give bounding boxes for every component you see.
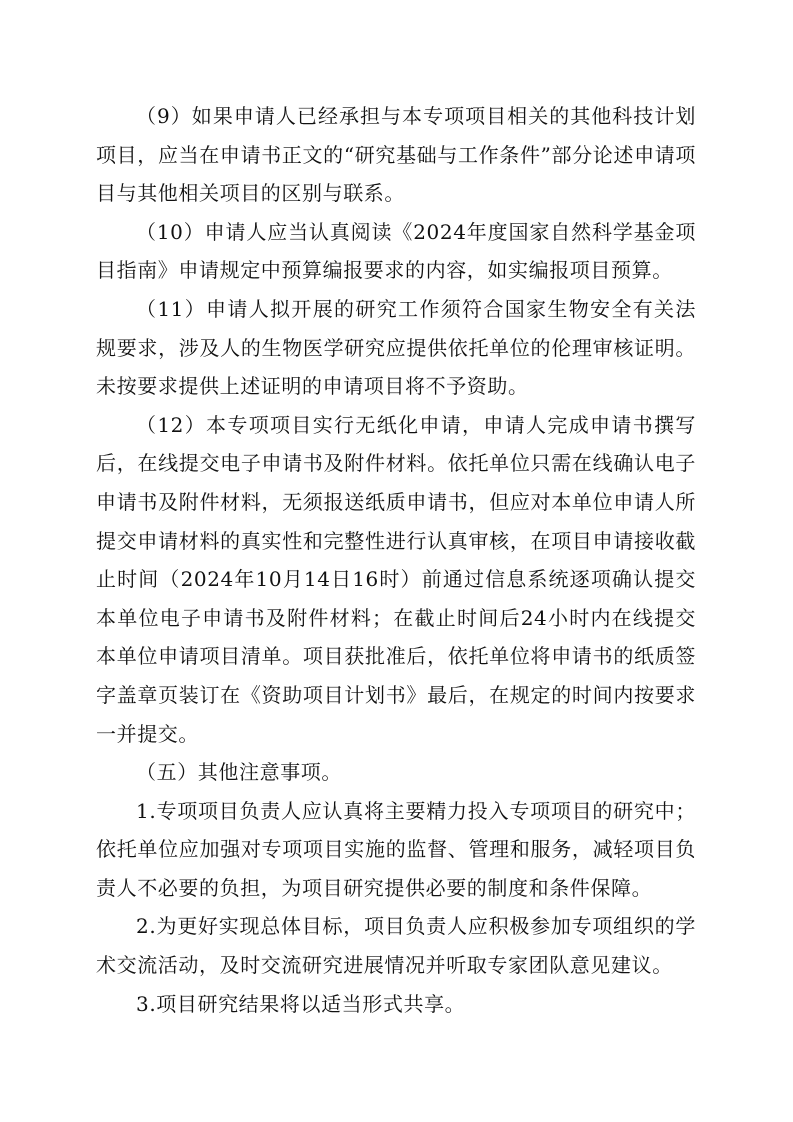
paragraph-item-10: （10）申请人应当认真阅读《2024年度国家自然科学基金项目指南》申请规定中预算编报要求的内容，如实编报项目预算。 (96, 219, 696, 283)
paragraph-item-9: （9）如果申请人已经承担与本专项项目相关的其他科技计划项目，应当在申请书正文的“研究基础与工作条件”部分论述申请项目与其他相关项目的区别与联系。 (96, 104, 696, 206)
section-heading-other-notes: （五）其他注意事项。 (136, 760, 342, 785)
note-item-2: 2.为更好实现总体目标，项目负责人应积极参加专项组织的学术交流活动，及时交流研究进展情况并听取专家团队意见建议。 (96, 914, 696, 978)
note-item-1: 1.专项项目负责人应认真将主要精力投入专项项目的研究中；依托单位应加强对专项项目实施的监督、管理和服务，减轻项目负责人不必要的负担，为项目研究提供必要的制度和条件保障。 (96, 798, 696, 900)
document-body (96, 97, 696, 1023)
paragraph-item-12: （12）本专项项目实行无纸化申请，申请人完成申请书撰写后，在线提交电子申请书及附件材料。依托单位只需在线确认电子申请书及附件材料，无须报送纸质申请书，但应对本单位申请人所提交申请材料的真实性和完整性进行认真审核，在项目申请接收截止时间（2024年10月14日16时）前通过信息系统逐项确认提交本单位电子申请书及附件材料；在截止时间后24小时内在线提交本单位申请项目清单。项目获批准后，依托单位将申请书的纸质签字盖章页装订在《资助项目计划书》最后，在规定的时间内按要求一并提交。 (96, 412, 696, 746)
paragraph-item-11: （11）申请人拟开展的研究工作须符合国家生物安全有关法规要求，涉及人的生物医学研究应提供依托单位的伦理审核证明。未按要求提供上述证明的申请项目将不予资助。 (96, 296, 696, 399)
note-item-3: 3.项目研究结果将以适当形式共享。 (136, 991, 466, 1016)
